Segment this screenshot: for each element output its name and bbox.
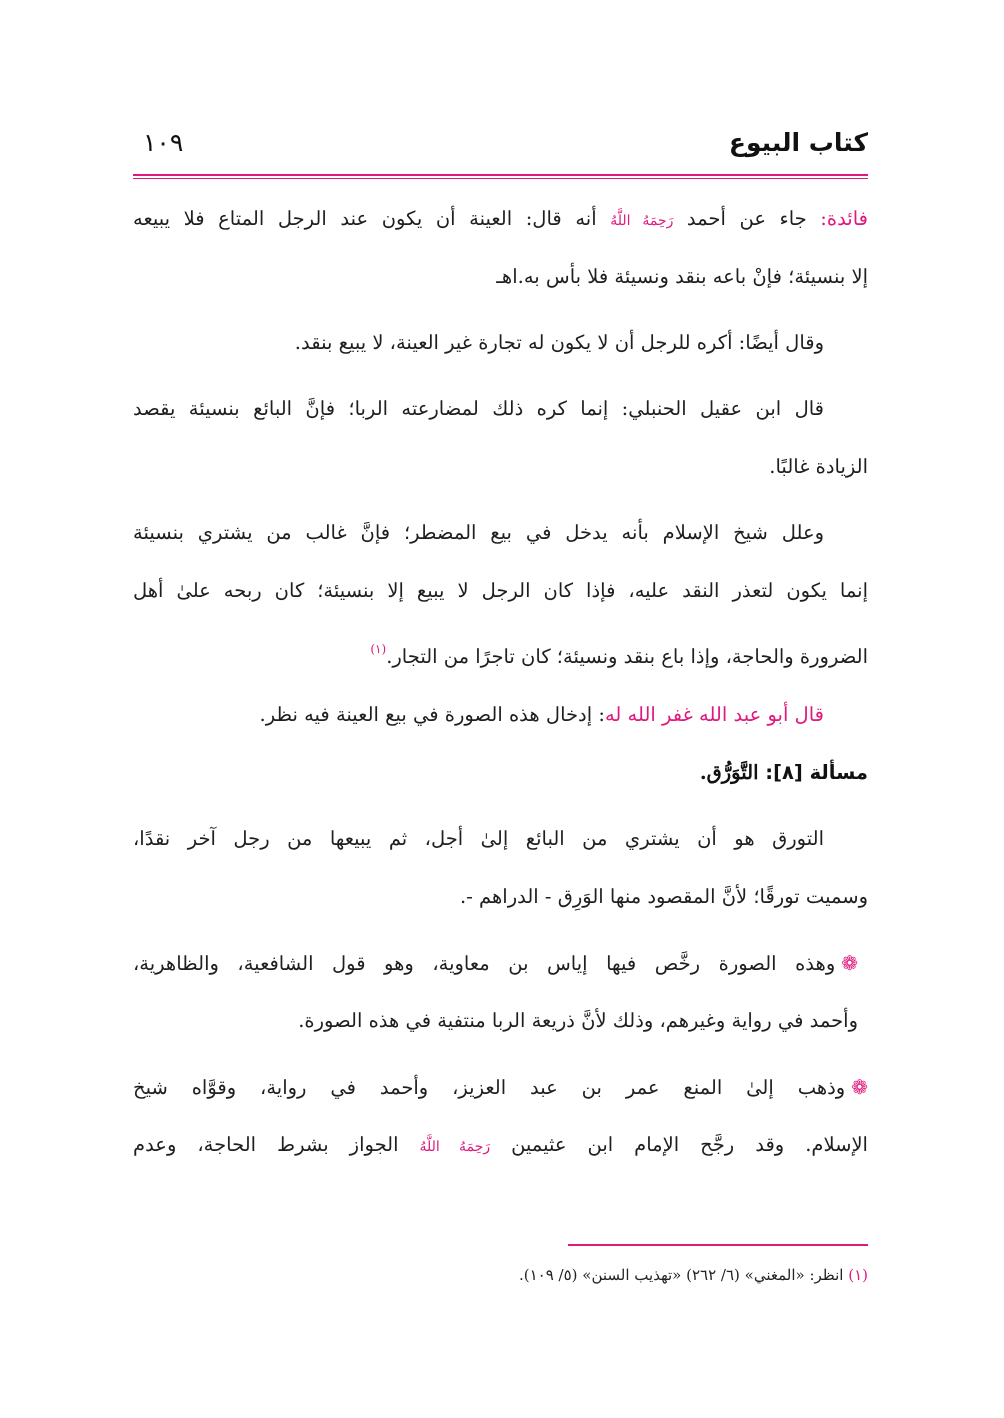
bullet-paragraph xyxy=(133,934,868,1050)
page-header xyxy=(133,128,868,170)
paragraph xyxy=(133,810,868,926)
honorific: رَحِمَهُ اللَّهُ xyxy=(610,213,674,229)
benefit-label: فائدة: xyxy=(820,207,868,230)
paragraph-benefit xyxy=(133,190,868,306)
paragraph-author-comment xyxy=(133,686,868,744)
text-line: وقال أيضًا: أكره للرجل أن لا يكون له تجارة غير العينة، لا يبيع بنقد. xyxy=(294,331,824,354)
footnote-marker: (١) xyxy=(848,1266,868,1284)
text-line: قال أبو عبد الله غفر الله له: إدخال هذه الصورة في بيع العينة فيه نظر. xyxy=(259,703,824,726)
text-line: الزيادة غالبًا. xyxy=(769,455,868,478)
text-line: إنما يكون لتعذر النقد عليه، فإذا كان الرجل لا يبيع إلا بنسيئة؛ كان ربحه علىٰ أهل xyxy=(133,579,868,602)
main-text xyxy=(133,190,868,1174)
page-number: ١٠٩ xyxy=(143,128,184,157)
flower-bullet-icon: ❁ xyxy=(851,1075,868,1099)
text-line: ❁وهذه الصورة رخَّص فيها إياس بن معاوية، وهو قول الشافعية، والظاهرية، xyxy=(133,951,858,975)
paragraph xyxy=(133,504,868,678)
text-line: ❁وذهب إلىٰ المنع عمر بن عبد العزيز، وأحمد في رواية، وقوَّاه شيخ xyxy=(133,1075,868,1099)
text-line: الضرورة والحاجة، وإذا باع بنقد ونسيئة؛ كان تاجرًا من التجار.$^{(١)}$ xyxy=(370,642,868,668)
text-line: وعلل شيخ الإسلام بأنه يدخل في بيع المضطر؛ فإنَّ غالب من يشتري بنسيئة xyxy=(133,521,824,544)
book-title: كتاب البيوع xyxy=(728,128,868,157)
honorific: رَحِمَهُ اللَّهُ xyxy=(419,1139,491,1155)
issue-heading xyxy=(133,744,868,802)
text-line: فائدة: جاء عن أحمد رَحِمَهُ اللَّهُ أنه قال: العينة أن يكون عند الرجل المتاع فلا يبيعه xyxy=(133,207,868,230)
header-divider xyxy=(133,174,868,180)
text-line: التورق هو أن يشتري من البائع إلىٰ أجل، ثم يبيعها من رجل آخر نقدًا، xyxy=(133,827,824,850)
text-line: قال ابن عقيل الحنبلي: إنما كره ذلك لمضارعته الربا؛ فإنَّ البائع بنسيئة يقصد xyxy=(133,397,824,420)
text-line: وأحمد في رواية وغيرهم، وذلك لأنَّ ذريعة الربا منتفية في هذه الصورة. xyxy=(298,1009,858,1032)
issue-title: التَّوَرُّق. xyxy=(699,761,766,784)
flower-bullet-icon: ❁ xyxy=(841,951,858,975)
footnote xyxy=(133,1260,868,1290)
issue-label: مسألة [٨]: xyxy=(765,761,868,784)
footnote-divider xyxy=(568,1244,868,1246)
footnote-text: انظر: «المغني» (٦/ ٢٦٢) «تهذيب السنن» (٥/ ١٠٩). xyxy=(518,1266,844,1284)
text-line: وسميت تورقًا؛ لأنَّ المقصود منها الوَرِق - الدراهم -. xyxy=(460,885,868,908)
bullet-paragraph xyxy=(133,1058,868,1174)
footnote-reference[interactable]: (١) xyxy=(370,642,387,656)
text-line: إلا بنسيئة؛ فإنْ باعه بنقد ونسيئة فلا بأس به.اهـ xyxy=(496,265,868,288)
paragraph xyxy=(133,314,868,372)
author-name: قال أبو عبد الله غفر الله له xyxy=(604,703,824,726)
text-line xyxy=(133,744,868,802)
paragraph xyxy=(133,380,868,496)
text-line: الإسلام. وقد رجَّح الإمام ابن عثيمين رَحِمَهُ اللَّهُ الجواز بشرط الحاجة، وعدم xyxy=(133,1133,868,1156)
